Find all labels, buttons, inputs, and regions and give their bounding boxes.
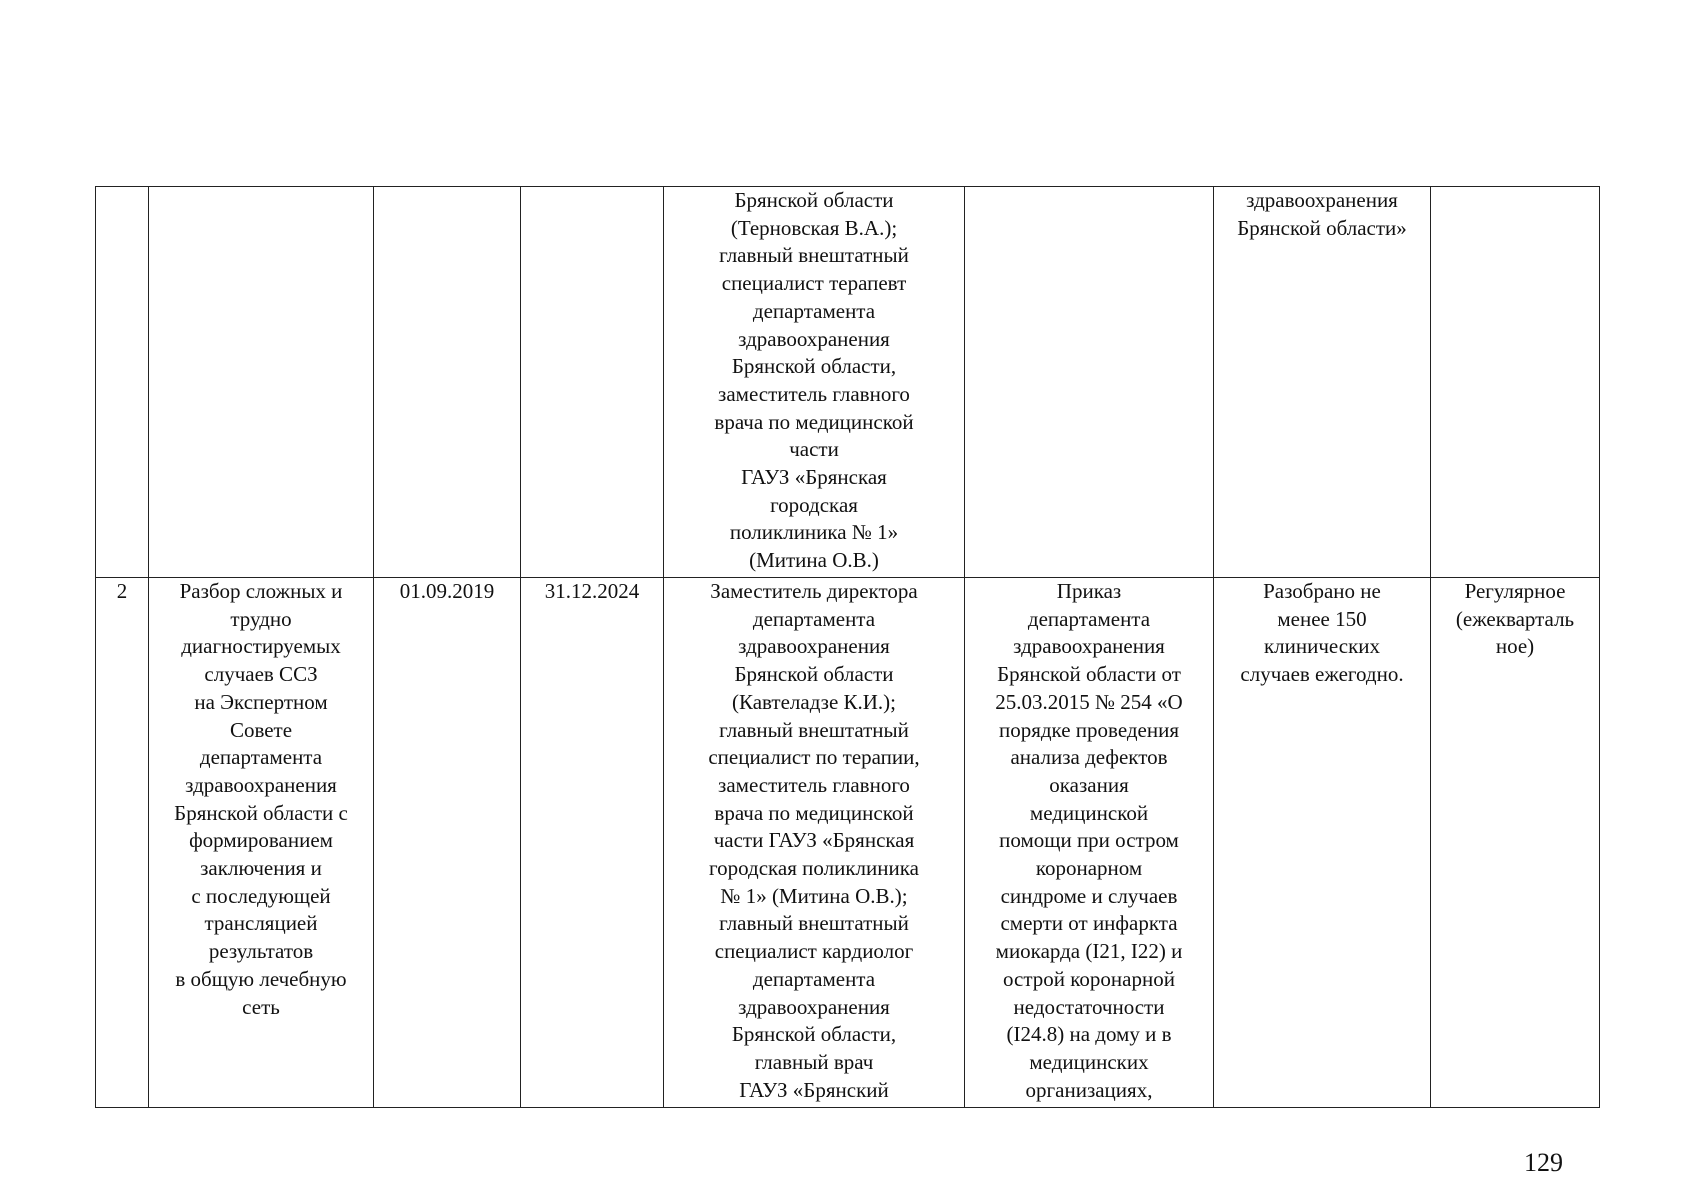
cell-number xyxy=(96,187,149,578)
table-row xyxy=(96,578,1600,1108)
cell-type: Регулярное (ежекварталь ное) xyxy=(1431,578,1600,1108)
cell-event xyxy=(149,187,374,578)
cell-start-date: 01.09.2019 xyxy=(374,578,521,1108)
cell-type xyxy=(1431,187,1600,578)
cell-event: Разбор сложных и трудно диагностируемых случаев ССЗ на Экспертном Совете департамента здравоохранения Брянской области с формированием заключения и с последующей трансляцией результатов в общую лечебную сеть xyxy=(149,578,374,1108)
cell-basis xyxy=(965,187,1214,578)
cell-end-date xyxy=(521,187,664,578)
page-number: 129 xyxy=(1524,1148,1563,1177)
cell-responsible: Заместитель директора департамента здравоохранения Брянской области (Кавтеладзе К.И.); главный внештатный специалист по терапии, заместитель главного врача по медицинской части ГАУЗ «Брянская городская поликлиника № 1» (Митина О.В.); главный внештатный специалист кардиолог департамента здравоохранения Брянской области, главный врач ГАУЗ «Брянский xyxy=(664,578,965,1108)
cell-result: Разобрано не менее 150 клинических случаев ежегодно. xyxy=(1214,578,1431,1108)
cell-responsible: Брянской области (Терновская В.А.); главный внештатный специалист терапевт департамента здравоохранения Брянской области, заместитель главного врача по медицинской части ГАУЗ «Брянская городская поликлиника № 1» (Митина О.В.) xyxy=(664,187,965,578)
cell-end-date: 31.12.2024 xyxy=(521,578,664,1108)
cell-result: здравоохранения Брянской области» xyxy=(1214,187,1431,578)
cell-start-date xyxy=(374,187,521,578)
table-row xyxy=(96,187,1600,578)
cell-basis: Приказ департамента здравоохранения Брянской области от 25.03.2015 № 254 «О порядке проведения анализа дефектов оказания медицинской помощи при остром коронарном синдроме и случаев смерти от инфаркта миокарда (I21, I22) и острой коронарной недостаточности (I24.8) на дому и в медицинских организациях, xyxy=(965,578,1214,1108)
cell-number: 2 xyxy=(96,578,149,1108)
activities-table xyxy=(95,186,1600,1108)
